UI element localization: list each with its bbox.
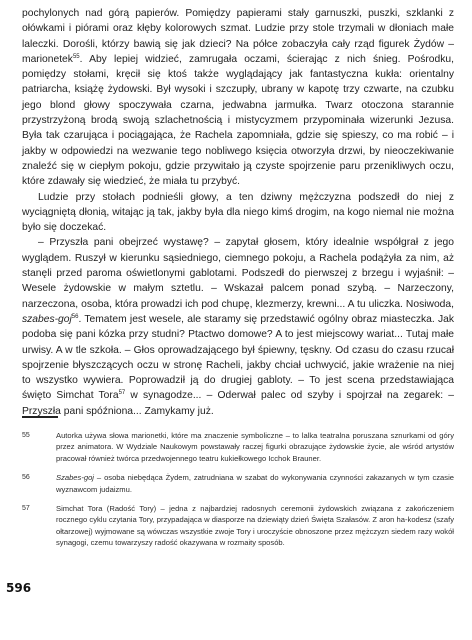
footnote-number: 55: [22, 432, 30, 439]
footnote-55: [22, 430, 454, 464]
paragraph-1-text-b: . Aby lepiej widzieć, zamrugała oczami, ścierając z nich śnieg. Pośrodku, pomiędzy stołami, kręcił się ktoś także wyglądający jak fantastyczna kukła: orientalny patriarcha, książę żydowski. Był wysoki i szczupły, ubrany w kapotę trzy czwarte, na czubku jego blond głowy spoczywała czarna, jedwabna jarmułka. Twarz otoczona starannie przystrzyżoną brodą swoją szlachetnością i mistycyzmem przypominała wizerunki Jezusa. Była tak czarująca i pociągająca, że Rachela zapomniała, gdzie się spieszy, co ma robić – i jakby w odpowiedzi na wezwanie tego nobliwego księcia otworzyła drzwi, by nieoczekiwanie znaleźć się w ciepłym pokoju, gdzie przywitało ją czyste spojrzenie paru przenikliwych oczu, które zdawały się wiedzieć, że miała tu przybyć.: [22, 53, 454, 188]
footnote-number: 57: [22, 505, 30, 513]
page-number: 596: [6, 581, 32, 595]
footnote-ref-57: 57: [118, 390, 126, 397]
footnote-text: Simchat Tora (Radość Tory) – jedna z najbardziej radosnych ceremonii żydowskich związana z zakończeniem rocznego cyklu czytania Tory, przypadająca w diasporze na dziewiąty dzień Święta Szałasów. Z aron ha-kodesz (szafy ołtarzowej) wyjmowane są wówczas wszystkie zwoje Tory i uroczyście obnoszone przez mężczyzn siedem razy wokół synagogi, czemu towarzyszy radość okazywana w rozmaity sposób.: [56, 504, 454, 548]
paragraph-3-text-b: . Tematem jest wesele, ale staramy się przedstawić ogólny obraz miasteczka. Jak podoba się pani kózka przy studni? Ptactwo domowe? A to jest miejscowy wariat... Tutaj małe urwisy. A w tle szkoła. – Głos oprowadzającego był śpiewny, tęskny. Od czasu do czasu rzucał spojrzenie błyszczących oczu w stronę Racheli, jakby chciał uchwycić, jakie wrażenie na niej to wszystko wywiera. Poprowadził ją do drugiej gabloty. – To jest scena przedstawiająca święto Simchat Tora: [22, 313, 454, 402]
szabes-goj-term: szabes-goj: [22, 313, 72, 325]
footnote-term: Szabes-goj: [56, 473, 94, 483]
paragraph-1: [22, 6, 454, 190]
paragraph-3: [22, 235, 454, 419]
footnote-57: [22, 503, 454, 549]
footnote-56: [22, 472, 454, 495]
footnote-ref-55: 55: [72, 53, 80, 60]
paragraph-3-text-a: – Przyszła pani obejrzeć wystawę? – zapytał głosem, który idealnie współgrał z jego wyglądem. Ruszył w kierunku sąsiedniego, ciemnego pokoju, a Rachela podążyła za nim, aż stanęli przed paroma oświetlonymi gablotami. Podszedł do pierwszej z brzegu i wyjaśnił: – Wesele żydowskie w małym sztetlu. – Wskazał palcem ponad szybą. – Narzeczony, narzeczona, osoba, która prowadzi ich pod chupę, klezmerzy, krewni... A tu uliczka. Nosiwoda,: [22, 237, 454, 310]
footnote-number: 56: [22, 474, 30, 482]
footnote-ref-56: 56: [71, 313, 79, 320]
paragraph-2: Ludzie przy stołach podnieśli głowy, a ten dziwny mężczyzna podszedł do niej z wyciągniętą dłonią, witając ją tak, jakby była dla niego kimś drogim, na kogo niemal nie można było się doczekać.: [22, 191, 454, 234]
paragraph-3-text-c: w synagodze... – Oderwał palec od szyby i spojrzał na zegarek: – Przyszła pani spóźniona... Zamykamy już.: [22, 390, 454, 417]
main-text: [22, 6, 454, 419]
paragraph-1-text-a: pochylonych nad górą papierów. Pomiędzy papierami stały garnuszki, puszki, szklanki z ołówkami i piórami oraz kłęby kolorowych szmat. Ludzie przy stole trzymali w dłoniach małe laleczki. Dorośli, którzy bawią się jak dzieci? Na półce zobaczyła cały rząd figurek Żydów – marionetek: [22, 8, 454, 65]
footnote-text: – osoba niebędąca Żydem, zatrudniana w szabat do wykonywania czynności zakazanych w tym czasie wyznawcom judaizmu.: [56, 473, 454, 494]
footnotes: [22, 430, 454, 557]
footnote-separator: [22, 416, 58, 418]
footnote-text: Autorka używa słowa marionetki, które ma znaczenie symboliczne – to lalka teatralna poruszana sznurkami od góry przez animatora. W Wydziale Naukowym powstawały raczej figurki obrazujące żydowskie życie, ale wśród artystów pracował również twórca przedwojennego teatru kukiełkowego Icchok Brauner.: [56, 431, 454, 463]
